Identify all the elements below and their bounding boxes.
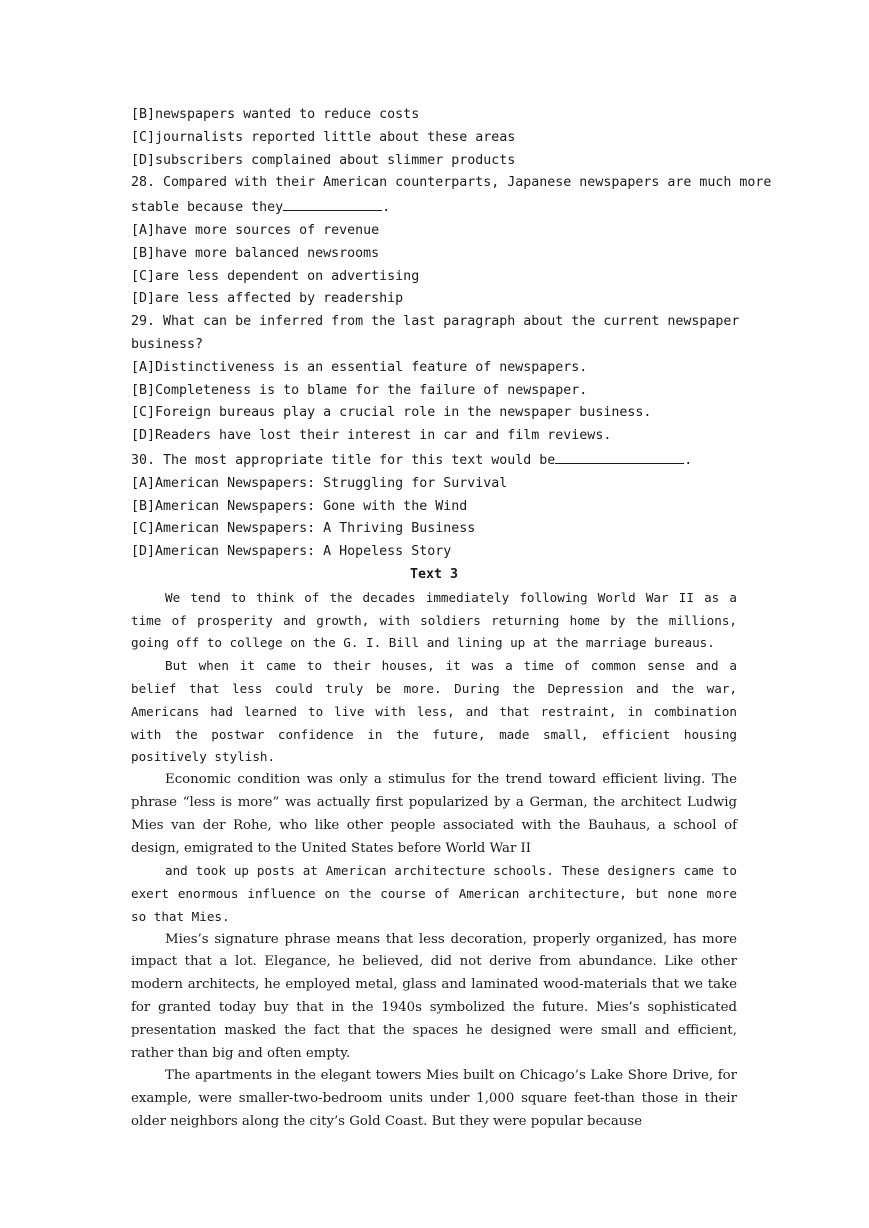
paragraph-3: Economic condition was only a stimulus for the trend toward efficient living. The phrase “less is more” was actually first popularized by a German, the architect Ludwig Mies van der Rohe, who like other people associated with the Bauhaus, a school of design, emigrated to the United States before World War II [131,772,737,856]
paragraph-6: The apartments in the elegant towers Mies built on Chicago’s Lake Shore Drive, for example, were smaller-two-bedroom units under 1,000 square feet-than those in their older neighbors along the city’s Gold Coast. But they were popular because [131,1068,737,1130]
q27-option-d: [D]subscribers complained about slimmer products [131,152,516,168]
answer-blank [283,195,382,211]
q29-stem-line1: 29. What can be inferred from the last paragraph about the current newspaper [131,314,740,330]
text3-title: Text 3 [409,566,459,582]
q29-option-d: [D]Readers have lost their interest in car and film reviews. [131,428,612,444]
paragraph-5: Mies’s signature phrase means that less decoration, properly organized, has more impact that a lot. Elegance, he believed, did not derive from abundance. Like other modern architects, he employed metal, glass and laminated wood-materials that we take for granted today buy that in the 1940s symbolized the future. Mies’s sophisticated presentation masked the fact that the spaces he designed were small and efficient, rather than big and often empty. [131,931,737,1061]
q28-stem-end: . [382,200,391,216]
q28-stem-line2 [131,195,737,220]
q28-stem-line1: 28. Compared with their American counterparts, Japanese newspapers are much more [131,175,772,191]
paragraph-1: We tend to think of the decades immediately following World War II as a time of prosperity and growth, with soldiers returning home by the millions, going off to college on the G. I. Bill and lining up at the marriage bureaus. [131,589,737,651]
q30-option-d: [D]American Newspapers: A Hopeless Story [131,544,452,560]
exam-page [131,104,772,1134]
q28-option-b: [B]have more balanced newsrooms [131,245,380,261]
q30-option-a: [A]American Newspapers: Struggling for Survival [131,475,508,491]
q27-option-c: [C]journalists reported little about these areas [131,129,516,145]
q29-stem-line2: business? [131,336,204,352]
paragraph-2: But when it came to their houses, it was a time of common sense and a belief that less could truly be more. During the Depression and the war, Americans had learned to live with less, and that restraint, in combination with the postwar confidence in the future, made small, efficient housing positively stylish. [131,658,737,765]
q29-option-a: [A]Distinctiveness is an essential feature of newspapers. [131,359,588,375]
q28-option-a: [A]have more sources of revenue [131,222,380,238]
paragraph-4: and took up posts at American architecture schools. These designers came to exert enormous influence on the course of American architecture, but none more so that Mies. [131,863,737,924]
q29-option-b: [B]Completeness is to blame for the failure of newspaper. [131,382,588,398]
q30-stem-text: 30. The most appropriate title for this text would be [131,452,556,468]
q30-stem-end: . [684,452,693,468]
answer-blank [555,448,684,464]
q28-stem-text: stable because they [131,200,284,216]
q28-option-d: [D]are less affected by readership [131,291,404,307]
q28-option-c: [C]are less dependent on advertising [131,268,420,284]
q29-option-c: [C]Foreign bureaus play a crucial role in the newspaper business. [131,405,652,421]
q30-option-c: [C]American Newspapers: A Thriving Business [131,521,476,537]
q30-stem [131,448,737,473]
q27-option-b: [B]newspapers wanted to reduce costs [131,107,420,122]
q30-option-b: [B]American Newspapers: Gone with the Wind [131,498,468,514]
